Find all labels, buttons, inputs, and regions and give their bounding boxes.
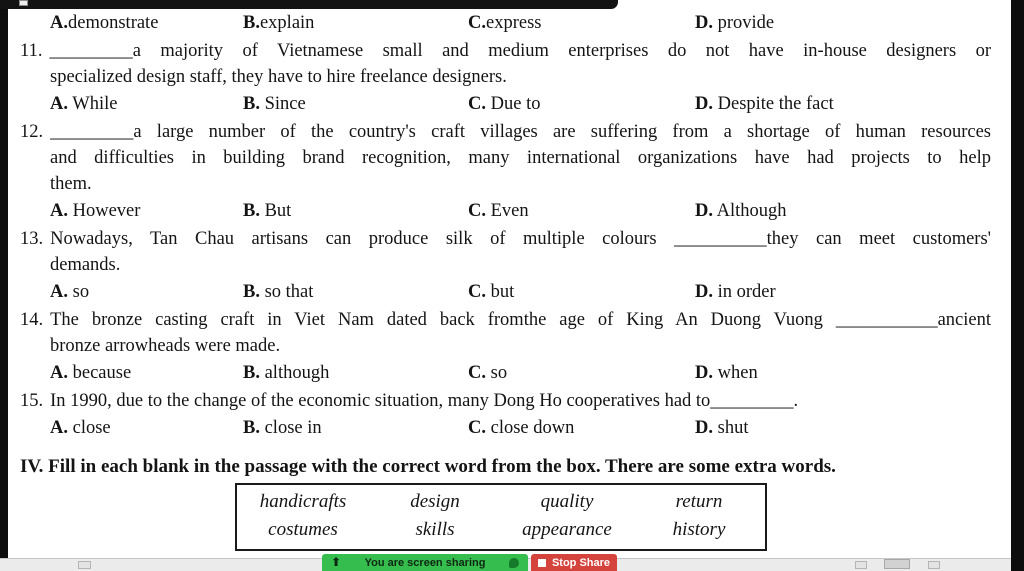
question-line: specialized design staff, they have to hire freelance designers. (50, 67, 507, 87)
taskbar-icon-3[interactable] (928, 561, 940, 569)
left-black-strip (0, 0, 8, 558)
option-item (468, 415, 695, 441)
option-letter: B. (243, 363, 260, 383)
question-line: and difficulties in building brand recognition, many international organizations have had projects to help (50, 148, 991, 168)
option-item (50, 198, 243, 224)
option-letter: C. (468, 363, 486, 383)
option-text: express (486, 13, 542, 33)
option-letter: B. (243, 282, 260, 302)
question-line: 12. _________a large number of the country's craft villages are suffering from a shortage of human resources (20, 122, 991, 142)
question-block (20, 119, 991, 224)
option-text: Although (713, 201, 787, 221)
word-box-word: quality (540, 491, 594, 512)
word-box-row (237, 488, 765, 516)
option-item (468, 279, 695, 305)
option-text: explain (259, 13, 315, 33)
question-line: 13. Nowadays, Tan Chau artisans can produce silk of multiple colours __________they can meet customers' (20, 229, 991, 249)
question-number: 14. (20, 310, 44, 330)
option-letter: A. (50, 201, 68, 221)
option-text: close in (259, 418, 322, 438)
window-handle (19, 0, 28, 6)
option-item (468, 360, 695, 386)
option-item (468, 91, 695, 117)
answer-options-row (20, 279, 991, 305)
section-label: IV. (20, 456, 44, 477)
question-block (20, 38, 991, 117)
option-letter: D. (695, 94, 713, 114)
option-text: because (68, 363, 132, 383)
option-item (695, 279, 991, 305)
question-block (20, 307, 991, 386)
option-text: provide (713, 13, 775, 33)
question-number: 13. (20, 229, 44, 249)
option-letter: B. (243, 94, 260, 114)
option-text: so (68, 282, 90, 302)
option-item (243, 415, 468, 441)
option-item (243, 198, 468, 224)
option-text: Even (486, 201, 529, 221)
word-box-word: return (675, 491, 723, 512)
option-letter: C. (468, 282, 486, 302)
option-item (695, 91, 991, 117)
option-item (695, 360, 991, 386)
option-letter: B. (243, 13, 260, 33)
word-box-row (237, 516, 765, 544)
previous-options-row (20, 10, 991, 36)
taskbar-icon-2[interactable] (884, 559, 910, 569)
stop-share-button[interactable] (531, 554, 617, 571)
right-black-strip (1011, 0, 1024, 571)
option-item (243, 10, 468, 36)
document-page (8, 9, 1011, 558)
option-letter: C. (468, 94, 486, 114)
option-item (50, 279, 243, 305)
word-box-word: design (410, 491, 460, 512)
question-number: 15. (20, 391, 44, 411)
option-item (50, 360, 243, 386)
option-letter: D. (695, 282, 713, 302)
question-line: bronze arrowheads were made. (50, 336, 281, 356)
option-item (50, 91, 243, 117)
option-letter: A. (50, 282, 68, 302)
stop-share-label: Stop Share (551, 556, 611, 569)
question-number: 11. (20, 41, 43, 61)
option-item (468, 10, 695, 36)
taskbar-icon-1[interactable] (855, 561, 867, 569)
question-line: 14. The bronze casting craft in Viet Nam dated back fromthe age of King An Duong Vuong ___________ancient (20, 310, 991, 330)
section-heading (20, 454, 991, 480)
option-text: so (486, 363, 508, 383)
option-letter: D. (695, 201, 713, 221)
word-box-word: handicrafts (259, 491, 347, 512)
option-letter: D. (695, 13, 713, 33)
option-letter: B. (243, 418, 260, 438)
answer-options-row (20, 415, 991, 441)
option-text: so that (259, 282, 314, 302)
option-letter: D. (695, 363, 713, 383)
option-text: Since (259, 94, 306, 114)
section-instruction: Fill in each blank in the passage with the correct word from the box. There are some extra words. (48, 456, 836, 477)
question-line: them. (50, 174, 92, 194)
option-letter: A. (50, 13, 68, 33)
question-line: 15. In 1990, due to the change of the economic situation, many Dong Ho cooperatives had to_________. (20, 391, 799, 411)
word-box-word: skills (415, 519, 455, 540)
option-item (695, 10, 991, 36)
taskbar-left-icon[interactable] (78, 561, 91, 569)
option-item (695, 415, 991, 441)
option-text: Despite the fact (713, 94, 834, 114)
stop-icon (538, 559, 546, 567)
top-black-bar (0, 0, 618, 9)
question-number: 12. (20, 122, 44, 142)
annotation-icon[interactable] (509, 558, 519, 568)
word-box-word: costumes (268, 519, 338, 540)
option-text: shut (713, 418, 749, 438)
option-item (50, 10, 243, 36)
question-line: demands. (50, 255, 121, 275)
questions-list (20, 38, 991, 441)
option-letter: C. (468, 13, 486, 33)
answer-options-row (20, 91, 991, 117)
option-text: While (68, 94, 118, 114)
word-box-word: history (672, 519, 726, 540)
answer-options-row (20, 198, 991, 224)
option-text: although (259, 363, 330, 383)
screen-share-status-bar (322, 554, 528, 571)
answer-options-row (20, 360, 991, 386)
option-item (50, 415, 243, 441)
option-letter: A. (50, 418, 68, 438)
option-letter: D. (695, 418, 713, 438)
option-text: However (68, 201, 141, 221)
share-status-text: You are screen sharing (364, 556, 486, 569)
option-text: Due to (486, 94, 541, 114)
option-text: in order (713, 282, 776, 302)
question-block (20, 226, 991, 305)
option-text: close (68, 418, 111, 438)
option-item (243, 360, 468, 386)
word-box-word: appearance (522, 519, 612, 540)
question-line: 11. _________a majority of Vietnamese small and medium enterprises do not have in-house designers or (20, 41, 991, 61)
option-letter: C. (468, 418, 486, 438)
question-block (20, 388, 991, 441)
option-letter: B. (243, 201, 260, 221)
option-letter: A. (50, 363, 68, 383)
option-text: demonstrate (68, 13, 159, 33)
option-item (468, 198, 695, 224)
option-item (243, 279, 468, 305)
option-item (695, 198, 991, 224)
option-text: close down (486, 418, 575, 438)
option-item (243, 91, 468, 117)
option-letter: A. (50, 94, 68, 114)
word-box (235, 483, 767, 551)
share-arrow-icon: ⬆ (331, 555, 342, 569)
option-letter: C. (468, 201, 486, 221)
option-text: But (259, 201, 292, 221)
option-text: when (713, 363, 758, 383)
option-text: but (486, 282, 515, 302)
